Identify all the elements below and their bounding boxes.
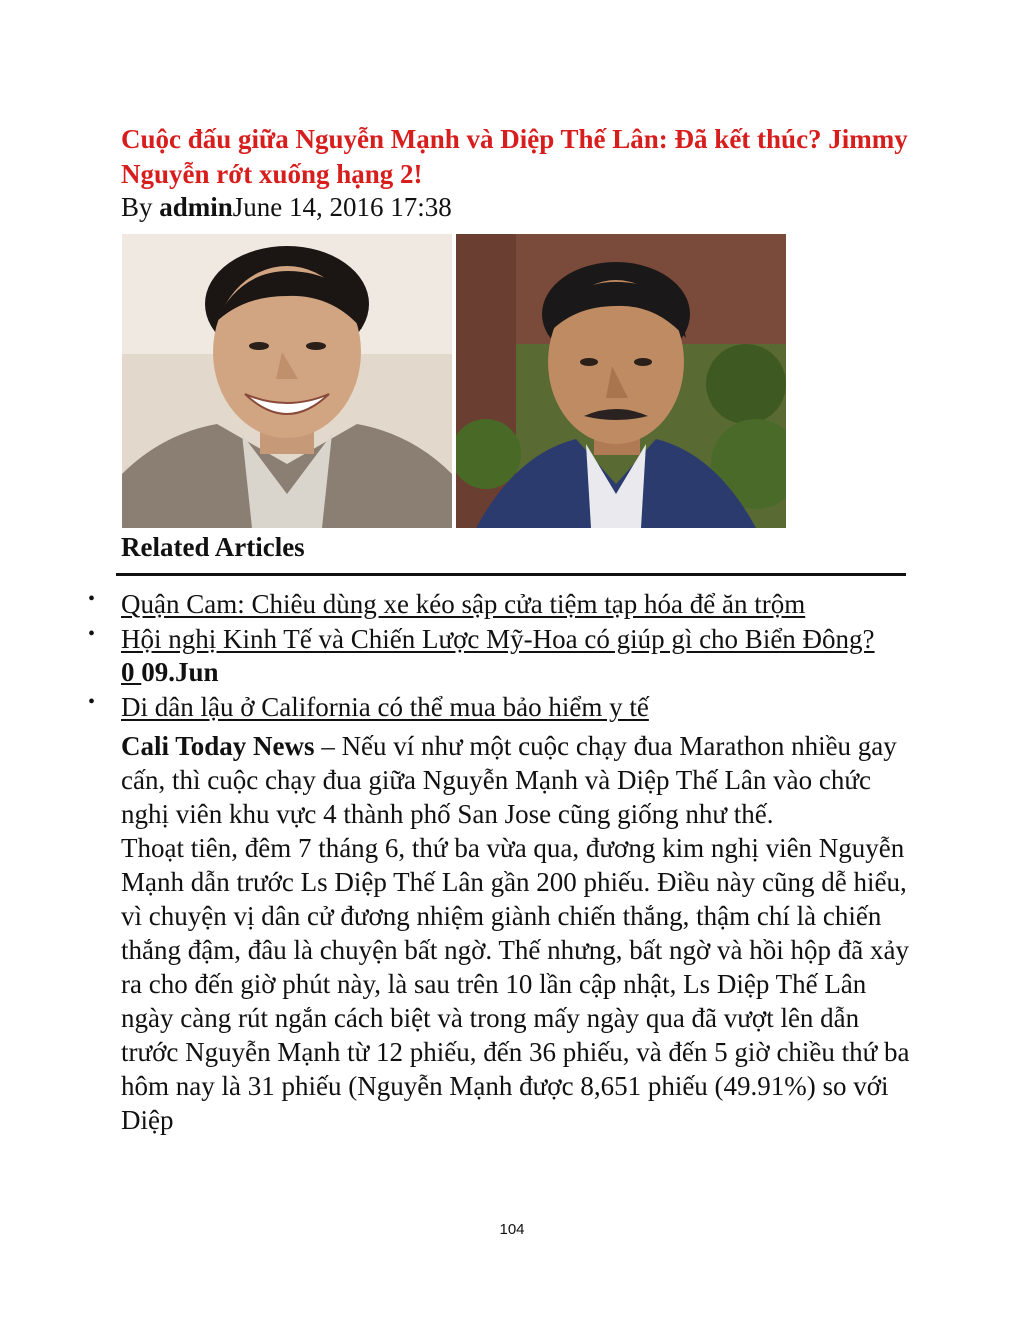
article-byline: [121, 190, 452, 225]
related-article-link[interactable]: Hội nghị Kinh Tế và Chiến Lược Mỹ-Hoa có giúp gì cho Biển Đông?: [121, 624, 875, 654]
related-article-item: [0, 691, 881, 724]
article-headline: Cuộc đấu giữa Nguyễn Mạnh và Diệp Thế Lân: Đã kết thúc? Jimmy Nguyễn rớt xuống hạng 2!: [121, 124, 908, 189]
body-paragraph-1: [121, 729, 911, 831]
section-divider: [116, 573, 906, 576]
related-article-meta: [121, 657, 219, 687]
article-body: [121, 729, 911, 1137]
portrait-photo-left: [122, 234, 452, 528]
portrait-right-image: [456, 234, 786, 528]
bullet-icon: •: [88, 588, 96, 610]
portrait-left-image: [122, 234, 452, 528]
page-number: 104: [499, 1221, 525, 1238]
comment-count[interactable]: 0: [121, 657, 142, 687]
related-article-link[interactable]: Quận Cam: Chiêu dùng xe kéo sập cửa tiệm tạp hóa để ăn trộm: [121, 589, 806, 619]
publish-date: June 14, 2016 17:38: [232, 192, 452, 222]
related-articles-list: [0, 588, 1024, 726]
related-article-item: [0, 588, 881, 621]
related-articles-heading: Related Articles: [121, 532, 305, 562]
related-article-link[interactable]: Di dân lậu ở California có thể mua bảo hiểm y tế: [121, 692, 649, 722]
bullet-icon: •: [88, 691, 96, 713]
related-article-item: [0, 623, 881, 689]
byline-prefix: By: [121, 192, 160, 222]
body-paragraph-2: Thoạt tiên, đêm 7 tháng 6, thứ ba vừa qua, đương kim nghị viên Nguyễn Mạnh dẫn trước Ls Diệp Thế Lân gần 200 phiếu. Điều này cũng dễ hiểu, vì chuyện vị dân cử đương nhiệm giành chiến thắng, thậm chí là chiến thắng đậm, đâu là chuyện bất ngờ. Thế nhưng, bất ngờ và hồi hộp đã xảy ra cho đến giờ phút này, là sau trên 10 lần cập nhật, Ls Diệp Thế Lân ngày càng rút ngắn cách biệt và trong mấy ngày qua đã vượt lên dẫn trước Nguyễn Mạnh từ 12 phiếu, đến 36 phiếu, và đến 5 giờ chiều thứ ba hôm nay là 31 phiếu (Nguyễn Mạnh được 8,651 phiếu (49.91%) so với Diệp: [121, 833, 910, 1135]
author-name[interactable]: admin: [159, 192, 233, 222]
portrait-photo-right: [456, 234, 786, 528]
paragraph-1-text: – Nếu ví như một cuộc chạy đua Marathon nhiều gay cấn, thì cuộc chạy đua giữa Nguyễn Mạnh và Diệp Thế Lân vào chức nghị viên khu vực 4 thành phố San Jose cũng giống như thế.: [121, 731, 897, 829]
news-source: Cali Today News: [121, 731, 315, 761]
related-article-date: 09.Jun: [141, 657, 219, 687]
bullet-icon: •: [88, 623, 96, 645]
